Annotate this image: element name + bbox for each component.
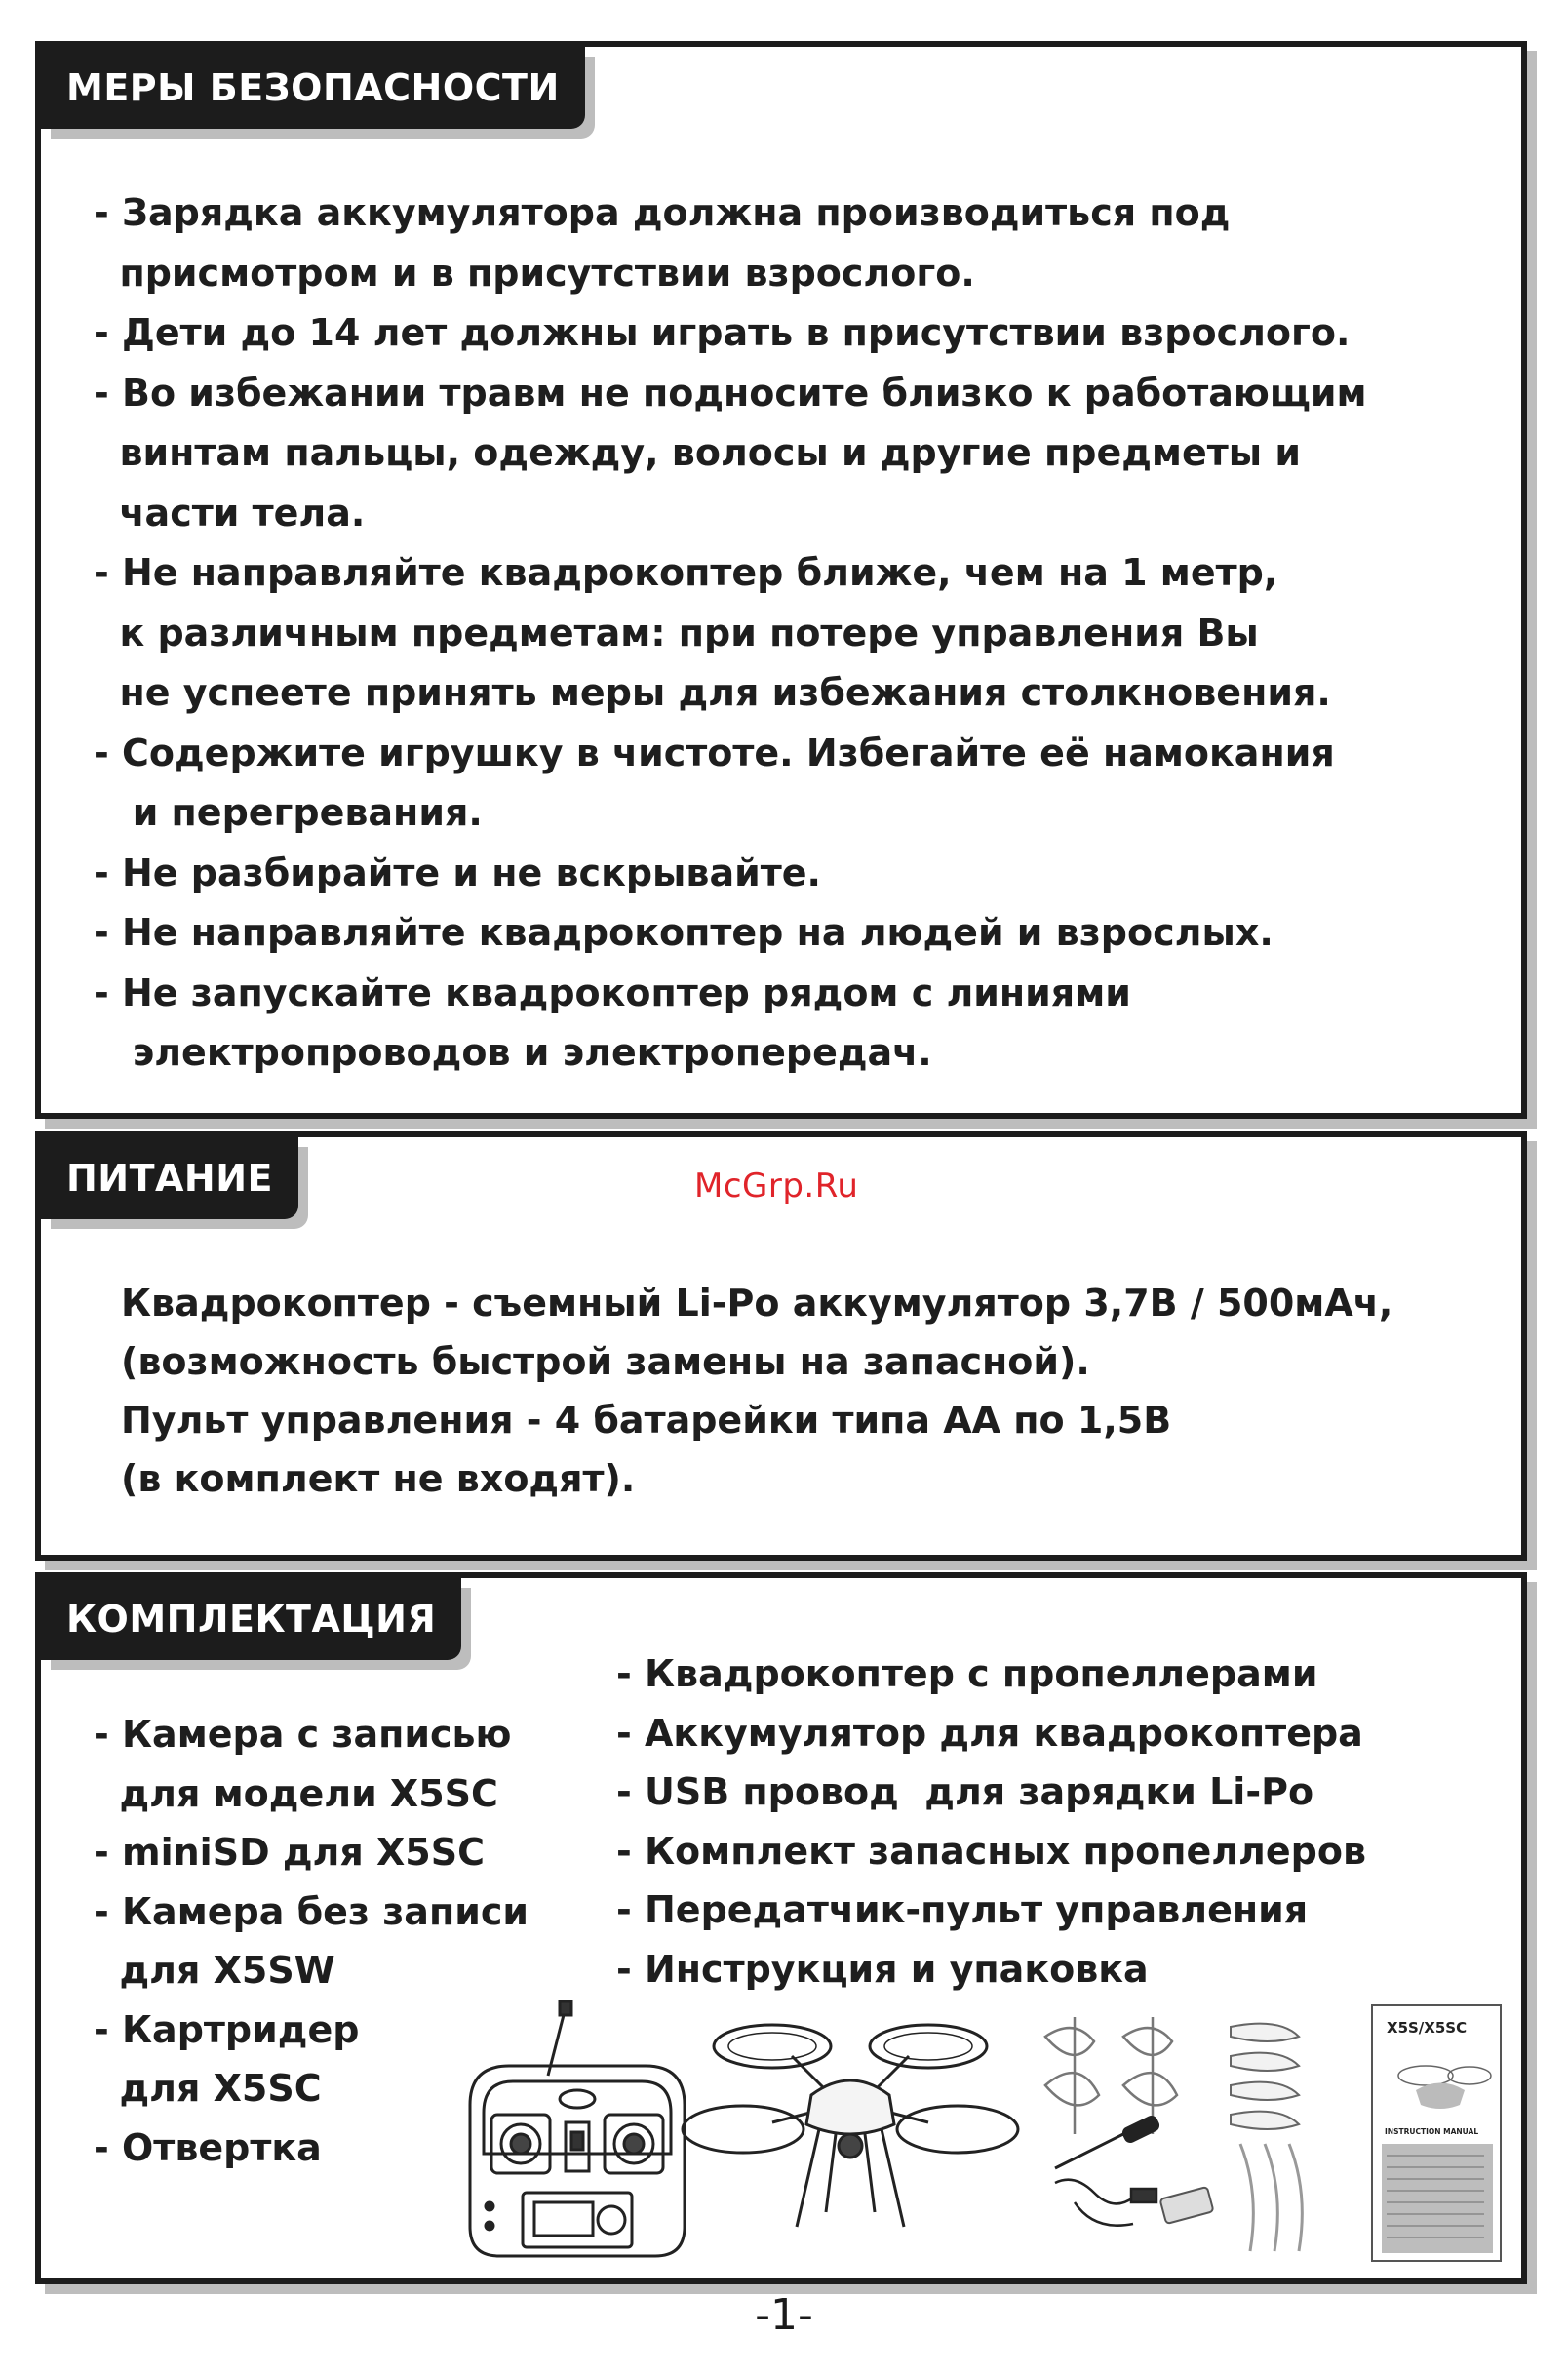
quadcopter-icon (683, 2025, 1018, 2227)
power-title: ПИТАНИЕ (41, 1137, 298, 1219)
watermark-link[interactable]: McGrp.Ru (694, 1167, 859, 1206)
kit-item: - Аккумулятор для квадрокоптера (616, 1711, 1363, 1755)
safety-line: - Содержите игрушку в чистоте. Избегайте её намокания (94, 731, 1335, 774)
usb-cable-icon (1055, 2180, 1156, 2226)
power-section (35, 1131, 1527, 1561)
page-number: -1- (755, 2290, 813, 2340)
safety-line: - Не запускайте квадрокоптер рядом с линиями (94, 970, 1131, 1014)
kit-list-right (616, 1644, 1366, 1999)
safety-line: не успеете принять меры для избежания столкновения. (94, 671, 1331, 714)
manual-cover-caption: INSTRUCTION MANUAL (1385, 2127, 1479, 2136)
kit-item: - miniSD для X5SC (94, 1831, 485, 1874)
safety-line: - Не направляйте квадрокоптер ближе, чем на 1 метр, (94, 551, 1278, 594)
safety-line: винтам пальцы, одежду, волосы и другие предметы и (94, 431, 1302, 474)
kit-item: для X5SC (94, 2067, 322, 2110)
safety-line: и перегревания. (94, 791, 483, 834)
propeller-guard-icon (1045, 2017, 1177, 2134)
spare-propellers-icon (1231, 2024, 1299, 2129)
kit-item: - Комплект запасных пропеллеров (616, 1829, 1367, 1873)
safety-line: - Не направляйте квадрокоптер на людей и взрослых. (94, 911, 1274, 954)
kit-item: - Картридер (94, 2007, 360, 2051)
instruction-manual-icon (1372, 2005, 1501, 2261)
safety-line: - Зарядка аккумулятора должна производиться под (94, 191, 1231, 234)
kit-item: - Камера с записью (94, 1713, 512, 1756)
power-line: (в комплект не входят). (121, 1457, 636, 1500)
safety-section (35, 41, 1527, 1119)
safety-line: присмотром и в присутствии взрослого. (94, 251, 975, 295)
kit-item: - Отвертка (94, 2125, 322, 2169)
safety-line: - Не разбирайте и не вскрывайте. (94, 851, 821, 894)
kit-item: - Инструкция и упаковка (616, 1947, 1149, 1991)
power-line: (возможность быстрой замены на запасной). (121, 1340, 1090, 1383)
kit-item: - Камера без записи (94, 1889, 529, 1933)
kit-item: - Квадрокоптер с пропеллерами (616, 1652, 1318, 1695)
kit-title: КОМПЛЕКТАЦИЯ (41, 1578, 461, 1660)
safety-line: электропроводов и электропередач. (94, 1031, 932, 1074)
safety-line: части тела. (94, 491, 366, 535)
safety-title: МЕРЫ БЕЗОПАСНОСТИ (41, 47, 585, 129)
manual-cover-brand: X5S/X5SC (1387, 2019, 1468, 2037)
power-text (121, 1274, 1392, 1508)
power-line: Пульт управления - 4 батарейки типа АА по 1,5В (121, 1399, 1172, 1442)
kit-item: для модели X5SC (94, 1771, 498, 1815)
kit-item: - Передатчик-пульт управления (616, 1888, 1309, 1931)
power-line: Квадрокоптер - съемный Li-Po аккумулятор 3,7В / 500мАч, (121, 1282, 1393, 1325)
kit-item: - USB провод для зарядки Li-Po (616, 1770, 1314, 1813)
safety-list (94, 183, 1367, 1084)
safety-line: к различным предметам: при потере управления Вы (94, 611, 1259, 654)
safety-line: - Дети до 14 лет должны играть в присутствии взрослого. (94, 311, 1351, 354)
kit-illustration (451, 1998, 1504, 2266)
kit-item: для X5SW (94, 1949, 335, 1992)
safety-line: - Во избежании травм не подносите близко к работающим (94, 371, 1367, 415)
landing-legs-icon (1240, 2144, 1302, 2251)
card-reader-icon (1159, 2187, 1213, 2224)
kit-section (35, 1572, 1527, 2284)
screwdriver-icon (1055, 2116, 1159, 2168)
remote-controller-icon (470, 2001, 685, 2256)
